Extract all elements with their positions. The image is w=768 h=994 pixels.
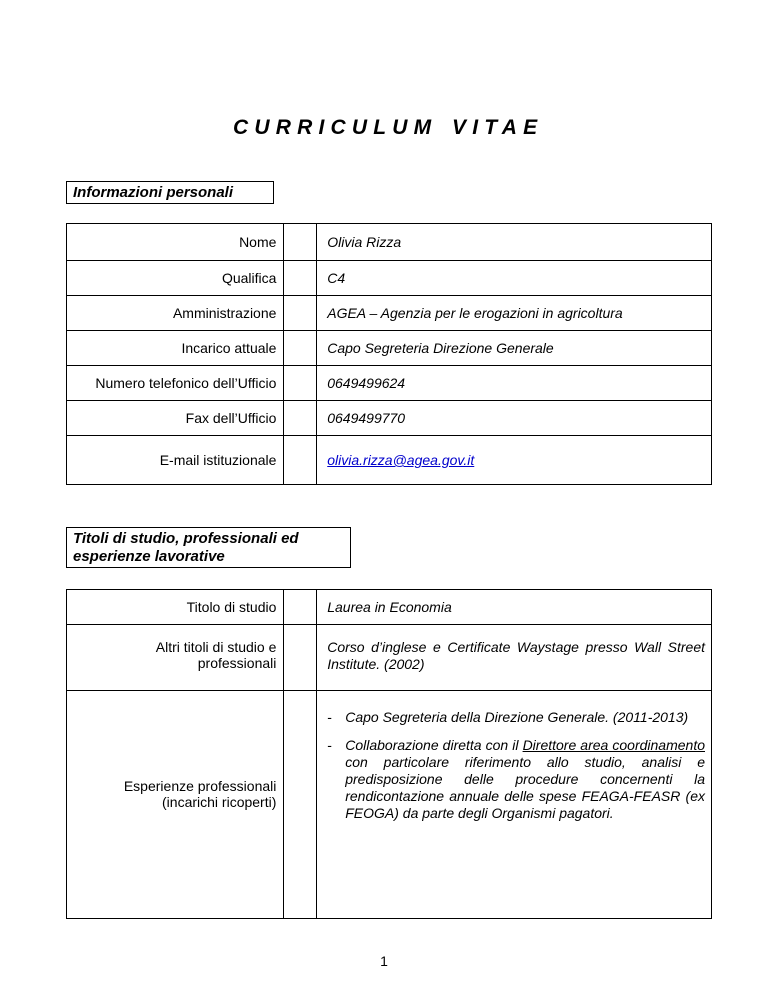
row-label: Amministrazione xyxy=(172,305,277,321)
experience-underlined: Direttore area coordinamento xyxy=(522,737,705,753)
row-value: Olivia Rizza xyxy=(327,234,402,250)
email-link[interactable]: olivia.rizza@agea.gov.it xyxy=(327,452,475,468)
row-value: 0649499770 xyxy=(327,410,406,426)
row-label: Qualifica xyxy=(221,270,277,286)
row-value: 0649499624 xyxy=(327,375,406,391)
row-value: Laurea in Economia xyxy=(327,599,452,615)
altri-label-line2: professionali xyxy=(197,655,277,671)
experience-text: Capo Segreteria della Direzione Generale. (2011-2013) xyxy=(345,709,689,725)
table-row xyxy=(67,590,712,625)
list-dash: - xyxy=(327,709,332,725)
list-item xyxy=(327,737,705,822)
table-row xyxy=(67,261,712,296)
esperienze-label-line1: Esperienze professionali xyxy=(123,777,277,794)
experience-list xyxy=(327,709,705,822)
table-row xyxy=(67,296,712,331)
personal-info-table xyxy=(66,223,712,485)
row-label: Incarico attuale xyxy=(181,340,277,356)
title-word-vitae: VITAE xyxy=(452,116,544,139)
table-row xyxy=(67,366,712,401)
row-label: Numero telefonico dell’Ufficio xyxy=(95,375,277,391)
personal-info-heading: Informazioni personali xyxy=(66,181,274,204)
table-row xyxy=(67,691,712,919)
table-row xyxy=(67,625,712,691)
row-label: Nome xyxy=(239,234,277,250)
list-dash: - xyxy=(327,737,332,753)
studies-heading xyxy=(66,527,351,568)
experience-text-post: con particolare riferimento allo studio, analisi e predisposizione delle procedure concernenti la rendicontazione annuale delle spese FEAGA-FEASR (ex FEOGA) da parte degli Organismi pagatori. xyxy=(345,754,705,821)
table-row xyxy=(67,331,712,366)
table-row xyxy=(67,436,712,485)
esperienze-label-line2: (incarichi ricoperti) xyxy=(162,793,277,810)
row-label: Fax dell’Ufficio xyxy=(185,410,277,426)
row-value: C4 xyxy=(327,270,346,286)
list-item xyxy=(327,709,705,726)
row-label: E-mail istituzionale xyxy=(159,452,277,468)
row-label: Titolo di studio xyxy=(186,599,277,615)
table-row xyxy=(67,224,712,261)
experience-text-pre: Collaborazione diretta con il xyxy=(345,737,523,753)
altri-label-line1: Altri titoli di studio e xyxy=(155,639,277,655)
table-row xyxy=(67,401,712,436)
title-word-curriculum: CURRICULUM xyxy=(233,116,438,139)
altri-value: Corso d’inglese e Certificate Waystage presso Wall Street Institute. (2002) xyxy=(327,639,705,672)
row-value: AGEA – Agenzia per le erogazioni in agricoltura xyxy=(327,305,623,321)
page-number: 1 xyxy=(380,953,388,969)
row-value: Capo Segreteria Direzione Generale xyxy=(327,340,554,356)
studies-heading-line2: esperienze lavorative xyxy=(73,548,225,565)
studies-table xyxy=(66,589,712,919)
studies-heading-line1: Titoli di studio, professionali ed xyxy=(73,530,299,547)
